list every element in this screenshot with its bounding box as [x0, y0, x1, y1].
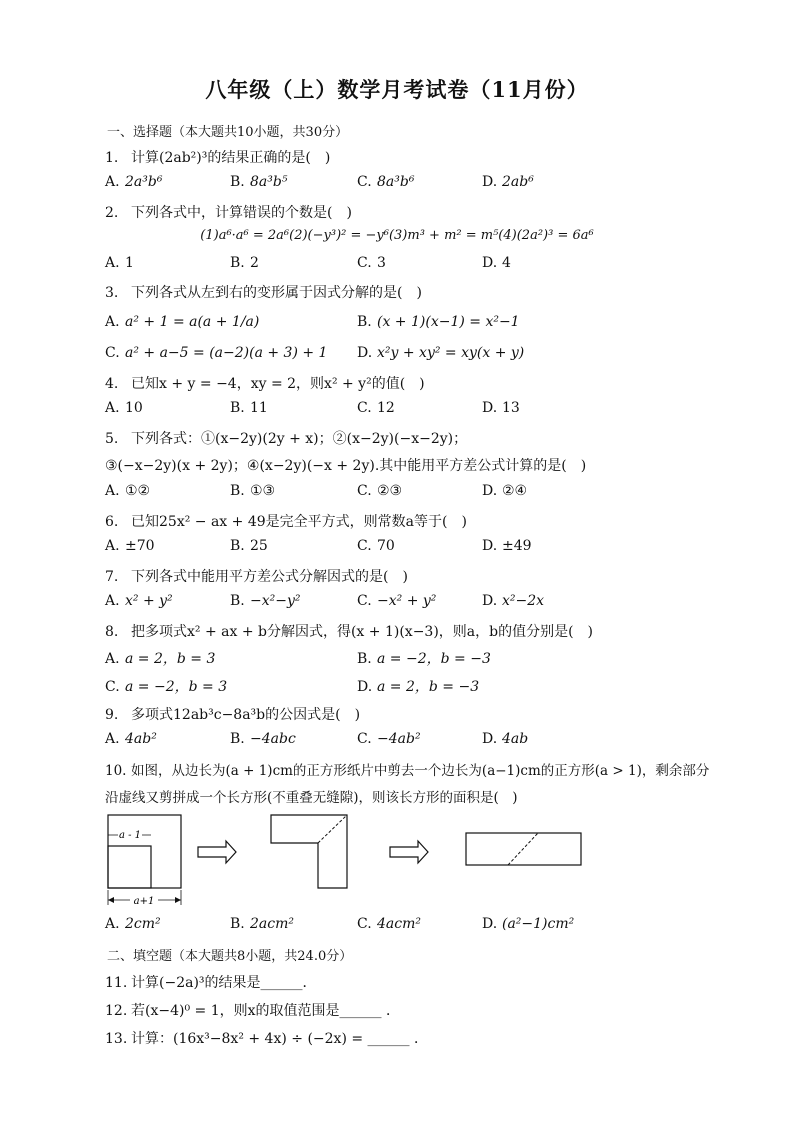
section-choice-heading: 一、选择题（本大题共10小题，共30分） [107, 125, 349, 140]
question-11: 11. 计算(−2a)³的结果是______． [105, 975, 317, 991]
question-2: 2. 下列各式中，计算错误的个数是( ) [105, 205, 352, 221]
exam-title: 八年级（上）数学月考试卷（11月份） [205, 77, 589, 102]
q5-option-b: B. ①③ [230, 483, 276, 499]
question-13: 13. 计算：(16x³−8x² + 4x) ÷ (−2x) = ______ ． [105, 1031, 428, 1047]
q6-option-b: B. 25 [230, 538, 268, 554]
q3-option-a: A. a² + 1 = a(a + 1/a) [105, 314, 260, 330]
q10-option-b: B. 2acm² [230, 916, 294, 932]
q5-option-d: D. ②④ [482, 483, 528, 499]
q2-option-a: A. 1 [105, 255, 134, 271]
arrowhead-right [175, 897, 181, 903]
q10-option-a: A. 2cm² [105, 916, 161, 932]
q2-option-d: D. 4 [482, 255, 511, 271]
rectangle-dashed-cut [508, 833, 538, 865]
question-1: 1. 计算(2ab²)³的结果正确的是( ) [105, 150, 331, 166]
question-7: 7. 下列各式中能用平方差公式分解因式的是( ) [105, 569, 408, 585]
q3-option-d: D. x²y + xy² = xy(x + y) [357, 345, 525, 361]
q10-option-c: C. 4acm² [357, 916, 421, 932]
q7-option-c: C. −x² + y² [357, 593, 437, 609]
question-5: 5. 下列各式：①(x−2y)(2y + x)；②(x−2y)(−x−2y)； [105, 431, 468, 447]
q4-option-c: C. 12 [357, 400, 395, 416]
question-9: 9. 多项式12ab³c−8a³b的公因式是( ) [105, 707, 361, 723]
q8-option-a: A. a = 2，b = 3 [105, 651, 216, 667]
q3-option-c: C. a² + a−5 = (a−2)(a + 3) + 1 [105, 345, 328, 361]
q9-option-c: C. −4ab² [357, 731, 421, 747]
question-12: 12. 若(x−4)⁰ = 1，则x的取值范围是______ ． [105, 1003, 400, 1019]
q4-option-b: B. 11 [230, 400, 268, 416]
large-square [108, 815, 181, 888]
question-4: 4. 已知x + y = −4，xy = 2，则x² + y²的值( ) [105, 376, 425, 392]
question-6: 6. 已知25x² − ax + 49是完全平方式，则常数a等于( ) [105, 514, 467, 530]
small-square [108, 846, 151, 888]
label-a-plus-1: a+1 [133, 896, 155, 907]
label-a-minus-1: a - 1 [118, 830, 142, 841]
q6-option-d: D. ±49 [482, 538, 532, 554]
question-8: 8. 把多项式x² + ax + b分解因式，得(x + 1)(x−3)，则a，b的值分别是( ) [105, 624, 594, 640]
q10-option-d: D. (a²−1)cm² [482, 916, 575, 932]
question-3: 3. 下列各式从左到右的变形属于因式分解的是( ) [105, 285, 422, 301]
q6-option-c: C. 70 [357, 538, 395, 554]
arrow-right-icon [390, 841, 428, 863]
q9-option-d: D. 4ab [482, 731, 529, 747]
q5-option-a: A. ①② [105, 483, 151, 499]
q9-option-b: B. −4abc [230, 731, 296, 747]
q1-option-b: B. 8a³b⁵ [230, 174, 288, 190]
q8-option-c: C. a = −2，b = 3 [105, 679, 228, 695]
question-5-line2: ③(−x−2y)(x + 2y)；④(x−2y)(−x + 2y).其中能用平方差公式计算的是( ) [105, 458, 587, 474]
question-10-line2: 沿虚线又剪拼成一个长方形(不重叠无缝隙)，则该长方形的面积是( ) [105, 790, 518, 806]
q1-option-d: D. 2ab⁶ [482, 174, 534, 190]
section-fill-heading: 二、填空题（本大题共8小题，共24.0分） [107, 949, 353, 964]
q2-formula: (1)a⁶·a⁶ = 2a⁶(2)(−y³)² = −y⁶(3)m³ + m² = m⁵(4)(2a²)³ = 6a⁶ [200, 228, 594, 243]
arrowhead-left [108, 897, 114, 903]
q8-option-b: B. a = −2，b = −3 [357, 651, 491, 667]
q4-option-d: D. 13 [482, 400, 520, 416]
q7-option-b: B. −x²−y² [230, 593, 301, 609]
q1-option-c: C. 8a³b⁶ [357, 174, 415, 190]
q10-figure [100, 805, 590, 910]
q4-option-a: A. 10 [105, 400, 143, 416]
arrow-right-icon [198, 841, 236, 863]
l-shape [271, 815, 347, 888]
l-shape-dashed-cut [318, 815, 347, 843]
q5-option-c: C. ②③ [357, 483, 403, 499]
q2-option-c: C. 3 [357, 255, 386, 271]
q6-option-a: A. ±70 [105, 538, 155, 554]
q8-option-d: D. a = 2，b = −3 [357, 679, 480, 695]
q3-option-b: B. (x + 1)(x−1) = x²−1 [357, 314, 520, 330]
q7-option-a: A. x² + y² [105, 593, 173, 609]
q9-option-a: A. 4ab² [105, 731, 157, 747]
q1-option-a: A. 2a³b⁶ [105, 174, 163, 190]
question-10: 10. 如图，从边长为(a + 1)cm的正方形纸片中剪去一个边长为(a−1)cm的正方形(a > 1)，剩余部分 [105, 763, 710, 779]
q2-option-b: B. 2 [230, 255, 259, 271]
q7-option-d: D. x²−2x [482, 593, 545, 609]
